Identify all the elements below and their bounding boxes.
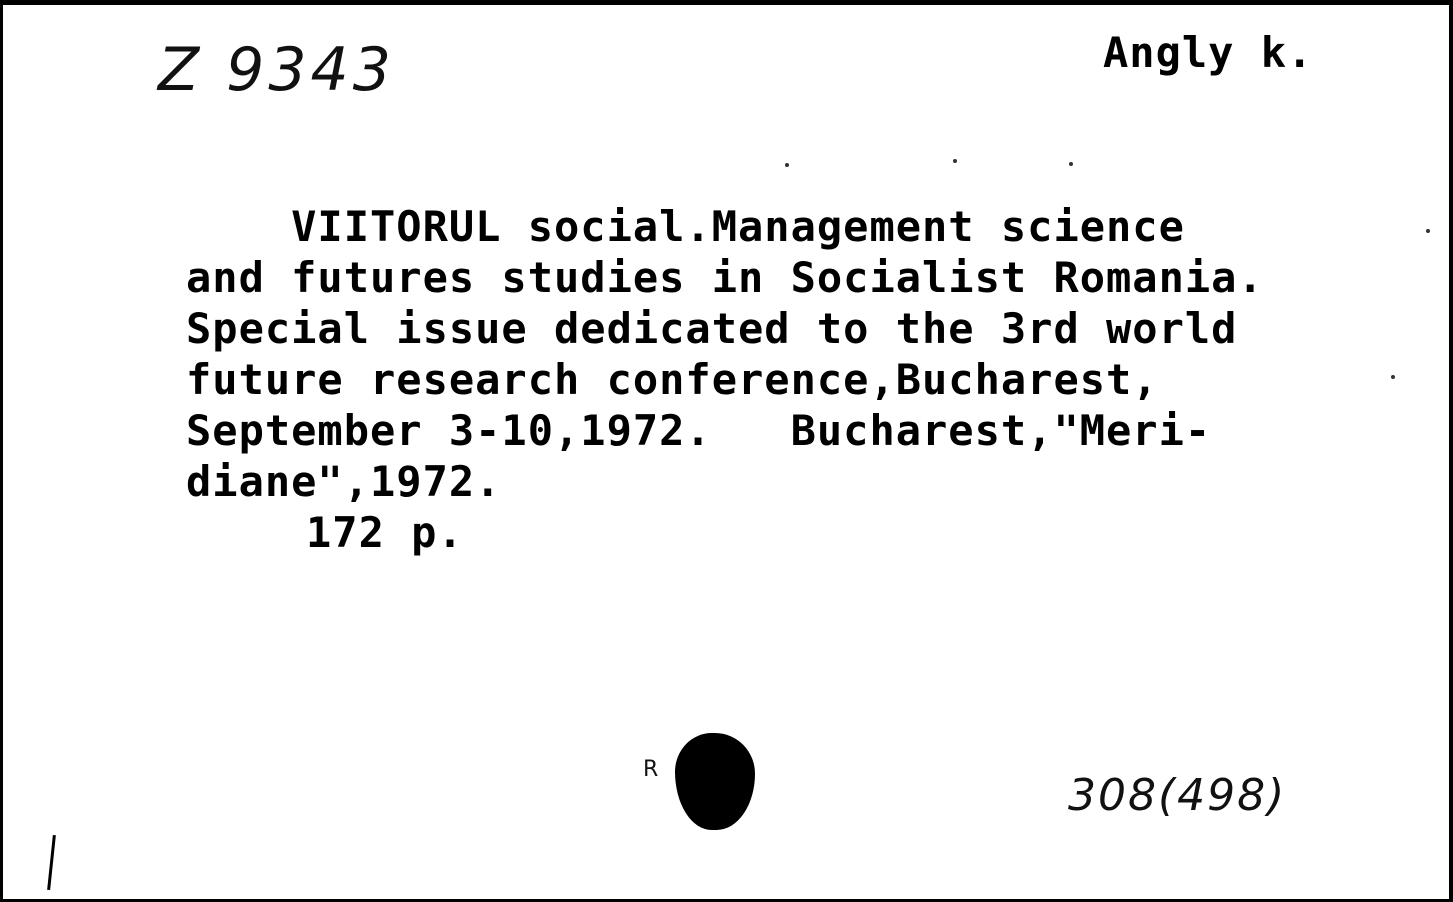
- entry-line: VIITORUL social.Management science: [186, 202, 1185, 251]
- call-number: Z 9343: [158, 35, 395, 105]
- classification-number: 308(498): [1068, 770, 1287, 821]
- speck: [1391, 375, 1395, 379]
- speck: [1426, 229, 1430, 233]
- entry-line: diane",1972.: [186, 457, 502, 506]
- language-note: Angly k.: [1103, 28, 1314, 77]
- speck: [785, 163, 789, 167]
- entry-line: future research conference,Bucharest,: [186, 355, 1159, 404]
- bibliographic-entry: [186, 201, 1264, 507]
- speck: [1069, 162, 1073, 166]
- entry-line: September 3-10,1972. Bucharest,"Meri-: [186, 406, 1212, 455]
- page-count: 172 p.: [306, 508, 464, 557]
- margin-tick-mark: [47, 835, 56, 890]
- blot-mark: R: [643, 757, 659, 782]
- entry-line: Special issue dedicated to the 3rd world: [186, 304, 1238, 353]
- ink-blot: [675, 733, 755, 830]
- speck: [953, 159, 957, 163]
- entry-line: and futures studies in Socialist Romania.: [186, 253, 1264, 302]
